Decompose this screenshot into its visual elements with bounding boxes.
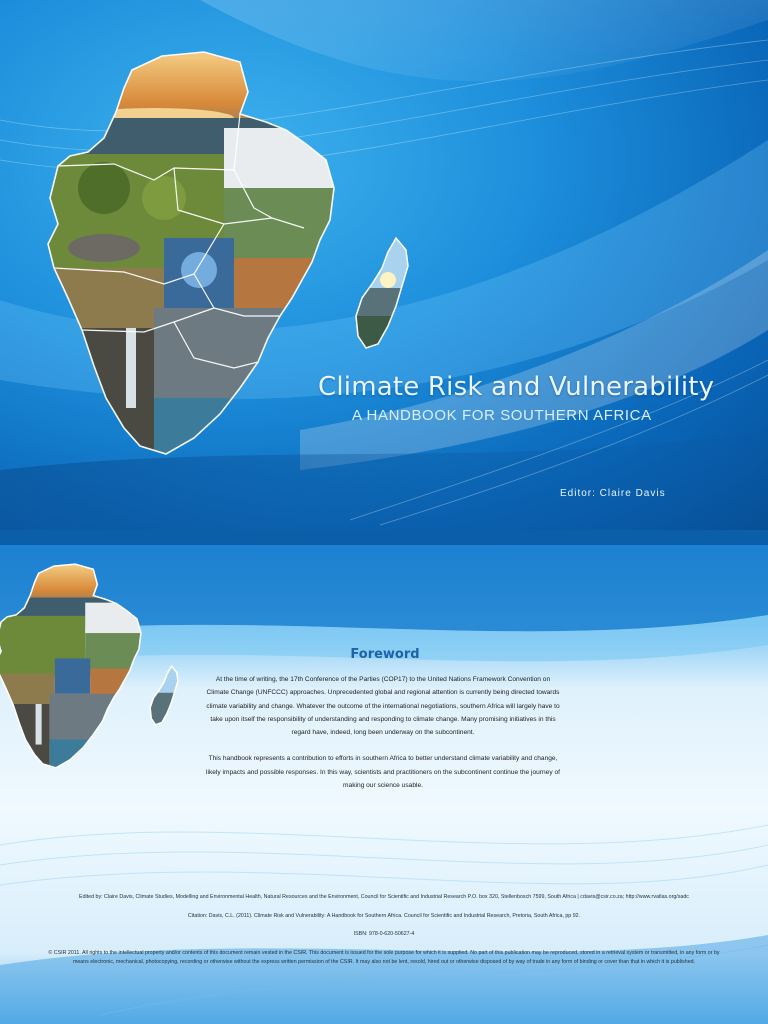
cover-subtitle: A HANDBOOK FOR SOUTHERN AFRICA <box>352 407 652 424</box>
credits-block <box>40 893 728 977</box>
cover-editor-credit: Editor: Claire Davis <box>560 488 666 499</box>
madagascar-map-illustration <box>352 236 412 352</box>
cover-title: Climate Risk and Vulnerability <box>318 372 715 402</box>
edited-by-credit: Edited by: Claire Davis, Climate Studies, Modelling and Environmental Health, Natural Resources and the Environment, Council for Scientific and Industrial Research P.O. box 320, Stellenbosch 7599, South Africa | cdavis@csir.co.za; http://www.rvatlas.org/sadc <box>79 894 689 900</box>
southern-africa-map-illustration <box>44 48 340 458</box>
copyright-notice: © CSIR 2011. All rights to the intellectual property and/or contents of this document remain vested in the CSIR. This document is issued for the sole purpose for which it is supplied. No part of this publication may be reproduced, stored in a retrieval system or transmitted, in any form or by means electronic, mechanical, photocopying, recording or otherwise without the express written permission of the CSIR. It may also not be lent, resold, hired out or otherwise disposed of by way of trade in any form of binding or cover than that in which it is published. <box>48 949 720 965</box>
foreword-paragraph: At the time of writing, the 17th Conference of the Parties (COP17) to the United Nations Framework Convention on Climate Change (UNFCCC) approaches. Unprecedented global and regional attention is currently being directed towards climate variability and change. Whatever the outcome of the international negotiations, southern Africa will largely have to take upon itself the responsibility of understanding and responding to climate change. Many promising initiatives in this regard have, indeed, long been underway on the subcontinent. <box>206 676 560 737</box>
foreword-page <box>0 545 768 1024</box>
foreword-madagascar-map <box>148 665 180 727</box>
foreword-southern-africa-map <box>0 561 144 771</box>
foreword-body <box>206 673 560 805</box>
citation-text: Citation: Davis, C.L. (2011). Climate Risk and Vulnerability: A Handbook for Southern Africa. Council for Scientific and Industrial Research, Pretoria, South Africa, pp 92. <box>187 912 581 919</box>
isbn-text: ISBN: 978-0-620-50627-4 <box>353 931 415 937</box>
foreword-heading: Foreword <box>350 647 420 662</box>
foreword-paragraph: This handbook represents a contribution to efforts in southern Africa to better understand climate variability and change, likely impacts and possible responses. In this way, scientists and practitioners on the subcontinent continue the journey of making our science usable. <box>206 755 560 790</box>
